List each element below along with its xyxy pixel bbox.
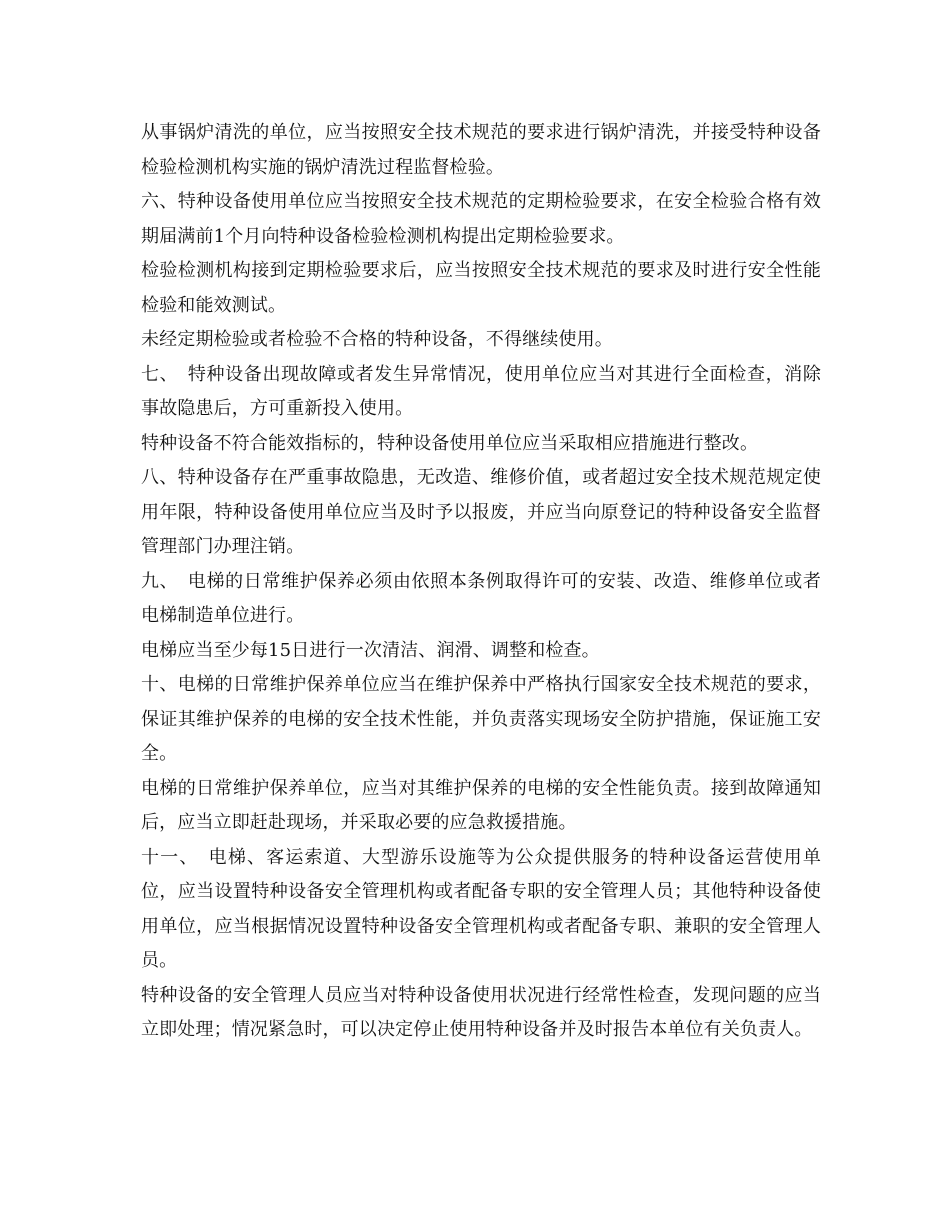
paragraph-maintenance-responsibility: 电梯的日常维护保养单位，应当对其维护保养的电梯的安全性能负责。接到故障通知后，应当立即赶赴现场，并采取必要的应急救援措施。 <box>141 777 821 833</box>
paragraph-article-9: 九、 电梯的日常维护保养必须由依照本条例取得许可的安装、改造、维修单位或者电梯制造单位进行。 <box>141 570 821 626</box>
paragraph-article-7: 七、 特种设备出现故障或者发生异常情况，使用单位应当对其进行全面检查，消除事故隐患后，方可重新投入使用。 <box>141 363 821 419</box>
paragraph-article-8: 八、特种设备存在严重事故隐患，无改造、维修价值，或者超过安全技术规范规定使用年限，特种设备使用单位应当及时予以报废，并应当向原登记的特种设备安全监督管理部门办理注销。 <box>141 467 821 557</box>
paragraph-inspection-agency: 检验检测机构接到定期检验要求后，应当按照安全技术规范的要求及时进行安全性能检验和能效测试。 <box>141 260 821 316</box>
paragraph-boiler-cleaning: 从事锅炉清洗的单位，应当按照安全技术规范的要求进行锅炉清洗，并接受特种设备检验检测机构实施的锅炉清洗过程监督检验。 <box>141 122 821 178</box>
paragraph-elevator-15-days: 电梯应当至少每15日进行一次清洁、润滑、调整和检查。 <box>141 639 600 661</box>
paragraph-article-10: 十、电梯的日常维护保养单位应当在维护保养中严格执行国家安全技术规范的要求，保证其维护保养的电梯的安全技术性能，并负责落实现场安全防护措施，保证施工安全。 <box>141 674 821 764</box>
paragraph-safety-manager: 特种设备的安全管理人员应当对特种设备使用状况进行经常性检查，发现问题的应当立即处理；情况紧急时，可以决定停止使用特种设备并及时报告本单位有关负责人。 <box>141 984 821 1040</box>
document-body <box>141 116 821 1048</box>
paragraph-article-11: 十一、 电梯、客运索道、大型游乐设施等为公众提供服务的特种设备运营使用单位，应当设置特种设备安全管理机构或者配备专职的安全管理人员；其他特种设备使用单位，应当根据情况设置特种设备安全管理机构或者配备专职、兼职的安全管理人员。 <box>141 846 821 971</box>
paragraph-no-continued-use: 未经定期检验或者检验不合格的特种设备，不得继续使用。 <box>141 329 613 350</box>
paragraph-energy-efficiency: 特种设备不符合能效指标的，特种设备使用单位应当采取相应措施进行整改。 <box>141 432 759 454</box>
paragraph-article-6: 六、特种设备使用单位应当按照安全技术规范的定期检验要求，在安全检验合格有效期届满前1个月向特种设备检验检测机构提出定期检验要求。 <box>141 191 821 247</box>
